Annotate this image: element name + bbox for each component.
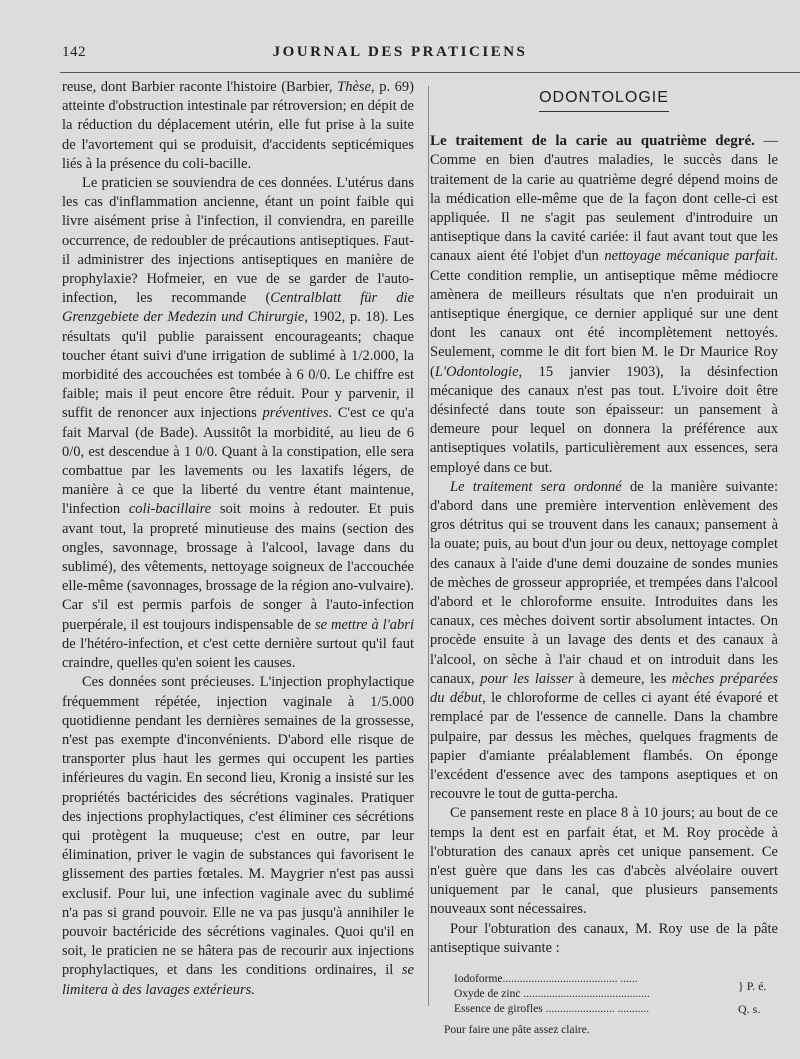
section-title: ODONTOLOGIE	[430, 88, 778, 112]
left-paragraph-2: Le praticien se souviendra de ces données. L'utérus dans les cas d'inflammation ancienne, étant un point faible qui livre aisément prise à l'infection, il conviendra, en pareille occurrence, de redoubler de précautions antiseptiques. Faut-il administrer des injections antiseptiques en manière de prophylaxie? Hofmeier, en vue de se garder de l'auto-infection, les recommande (Centralblatt für die Grenzgebiete der Medezin und Chirurgie, 1902, p. 18). Les résultats qu'il publie paraissent encourageants; chaque toucher étant suivi d'une irrigation de sublimé à 1/2.000, la morbidité des accouchées est tombée à 6 0/0. Le chiffre est faible; mais il peut encore être réduit. Pour y parvenir, il suffit de renoncer aux injections préventives. C'est ce qu'a fait Marval (de Bade). Aussitôt la morbidité, au lieu de 6 0/0, est descendue à 1 0/0. Quant à la constipation, elle sera combattue par les lavements ou les laxatifs légers, de manière à ce que la liberté du ventre étant maintenue, l'infection coli-bacillaire soit moins à redouter. Et puis avant tout, la propreté minutieuse des mains (section des ongles, savonnage, brossage à l'alcool, lavage dans du sublimé), des vêtements, nettoyage soigneux de l'accouchée elle-même (savonnages, brossage de la région ano-vulvaire). Car s'il est permis parfois de songer à l'auto-infection puerpérale, il est toujours indispensable de se mettre à l'abri de l'hétéro-infection, et c'est cette dernière surtout qu'il faut craindre, quelles qu'en soient les causes.	[62, 175, 415, 672]
right-paragraph-2: Le traitement sera ordonné de la manière suivante: d'abord dans une première intervention enlèvement des gros détritus qui se trouvent dans les canaux; pansement à la ouate; puis, au bout d'un jour ou deux, nettoyage complet des canaux à l'aide d'une demi douzaine de sondes munies de mèches de grosseur appropriée, et trempées dans l'alcool d'abord et le chloroforme ensuite. Introduites dans les canaux, ces mèches doivent sortir absolument intactes. On procède ensuite à un lavage des dents et des canaux à l'alcool, on sèche à l'air chaud et on introduit dans les canaux, pour les laisser à demeure, les mèches préparées du début, le chloroforme de celles ci ayant été évaporé et remplacé par de l'essence de cannelle. Dans la chambre pulpaire, par dessus les mèches, quelques fragments de papier d'amiante préalablement flambés. On éponge l'excédent d'essence avec des tampons aseptiques et on recouvre le tout de gutta-percha.	[430, 478, 779, 803]
right-paragraph-4: Pour l'obturation des canaux, M. Roy use de la pâte antiseptique suivante :	[430, 920, 778, 956]
running-head: JOURNAL DES PRATICIENS	[272, 44, 528, 60]
formula-row-3	[430, 1002, 778, 1017]
left-column	[62, 78, 414, 1000]
left-paragraph-1: reuse, dont Barbier raconte l'histoire (Barbier, Thèse, p. 69) atteinte d'obstruction intestinale par rétroversion; en dépit de la réduction du déplacement utérin, elle fut prise à la suite de l'avortement qui se produisit, d'accidents septicémiques liés à la présence du coli-bacille.	[62, 79, 414, 172]
page-number: 142	[62, 44, 86, 60]
formula-item: Iodoforme........................................ ......	[454, 972, 638, 985]
article-title: Le traitement de la carie au quatrième degré.	[430, 133, 755, 150]
right-paragraph-1: Le traitement de la carie au quatrième degré. — Comme en bien d'autres maladies, le succès dans le traitement de la carie au quatrième degré dépend moins de la médication elle-même que de la façon dont celle-ci est appliquée. Il ne s'agit pas seulement d'introduire un antiseptique dans la cavité cariée: il faut avant tout que les canaux aient été l'objet d'un nettoyage mécanique parfait. Cette condition remplie, un antiseptique même médiocre amènera de meilleurs résultats que n'en produirait un antiseptique énergique, ce dernier appliqué sur une dent dont les canaux ont été incomplètement nettoyés. Seulement, comme le dit fort bien M. le Dr Maurice Roy (L'Odontologie, 15 janvier 1903), la désinfection mécanique des canaux n'est pas tout. L'ivoire doit être désinfecté dans toute son épaisseur: un pansement à demeure pour lequel on donnera la préférence aux antiseptiques volatils, particulièrement aux essences, sera employé dans ce but.	[430, 133, 778, 476]
formula-quantity: Q. s.	[738, 1001, 761, 1016]
column-divider	[428, 86, 429, 1006]
left-paragraph-3: Ces données sont précieuses. L'injection prophylactique fréquemment répétée, injection vaginale à 1/5.000 quotidienne pendant les dernières semaines de la grossesse, n'est pas exempte d'inconvénients. D'abord elle risque de transporter plus haut les germes qui occupent les parties inférieures du vagin. En second lieu, Kronig a insisté sur les propriétés bactéricides des sécrétions vaginales. Pratiquer des injections prophylactiques, c'est éliminer ces sécrétions qui protègent la muqueuse; c'est en outre, par leur élimination, priver le vagin de substances qui favorisent le glissement des parties fœtales. M. Maygrier n'est pas aussi exclusif. Pour lui, une infection vaginale avec du sublimé n'a pas si grand pouvoir. Elle ne va pas jusqu'à annihiler le pouvoir bactéricide des sécrétions vaginales. Quoi qu'il en soit, le praticien ne se hâtera pas de recourir aux injections prophylactiques, et dans les conditions ordinaires, il se limitera à des lavages extérieurs.	[62, 674, 414, 998]
formula-rows-1-2	[430, 972, 778, 1002]
right-paragraph-3: Ce pansement reste en place 8 à 10 jours; au bout de ce temps la dent est en parfait état, et M. Roy procède à l'obturation des canaux après cet unique pansement. Ce n'est guère que dans les cas d'abcès alvéolaire ouvert uniquement par le canal, que plusieurs pansements nouveaux sont nécessaires.	[430, 805, 778, 918]
formula-item: Essence de girofles ........................ ...........	[454, 1002, 650, 1015]
formula-item: Oxyde de zinc ............................................	[454, 987, 650, 1000]
header-rule	[60, 72, 800, 73]
formula-note: Pour faire une pâte assez claire.	[444, 1023, 590, 1036]
formula-quantity: } P. é.	[738, 978, 767, 993]
right-column	[430, 78, 778, 1038]
formula-block	[430, 972, 778, 1038]
